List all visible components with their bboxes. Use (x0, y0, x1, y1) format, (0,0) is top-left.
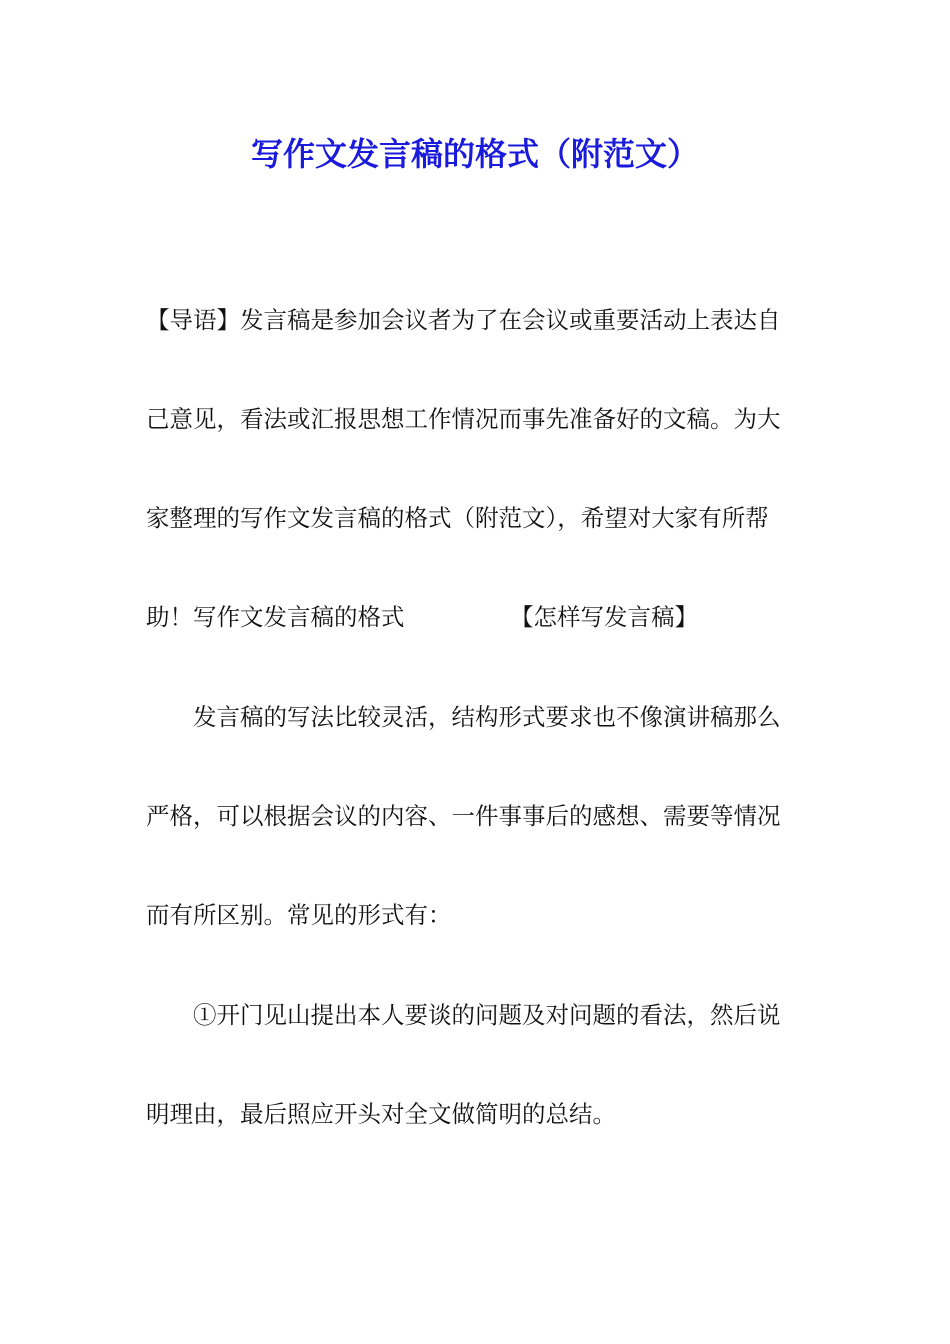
section-heading: 【怎样写发言稿】 (510, 603, 698, 631)
paragraph-line-1: 【导语】发言稿是参加会议者为了在会议或重要活动上表达自 (146, 306, 781, 334)
paragraph-line-2: 己意见，看法或汇报思想工作情况而事先准备好的文稿。为大 (146, 405, 781, 433)
document-title: 写作文发言稿的格式（附范文） (250, 135, 699, 173)
paragraph-line-5: 发言稿的写法比较灵活，结构形式要求也不像演讲稿那么 (193, 703, 781, 731)
paragraph-line-3: 家整理的写作文发言稿的格式（附范文），希望对大家有所帮 (146, 504, 769, 532)
paragraph-line-4: 助！写作文发言稿的格式 (146, 603, 405, 631)
paragraph-line-8: ①开门见山提出本人要谈的问题及对问题的看法，然后说 (193, 1001, 781, 1029)
paragraph-line-9: 明理由，最后照应开头对全文做简明的总结。 (146, 1100, 616, 1128)
paragraph-line-6: 严格，可以根据会议的内容、一件事事后的感想、需要等情况 (146, 802, 781, 830)
paragraph-line-7: 而有所区别。常见的形式有： (146, 901, 452, 929)
